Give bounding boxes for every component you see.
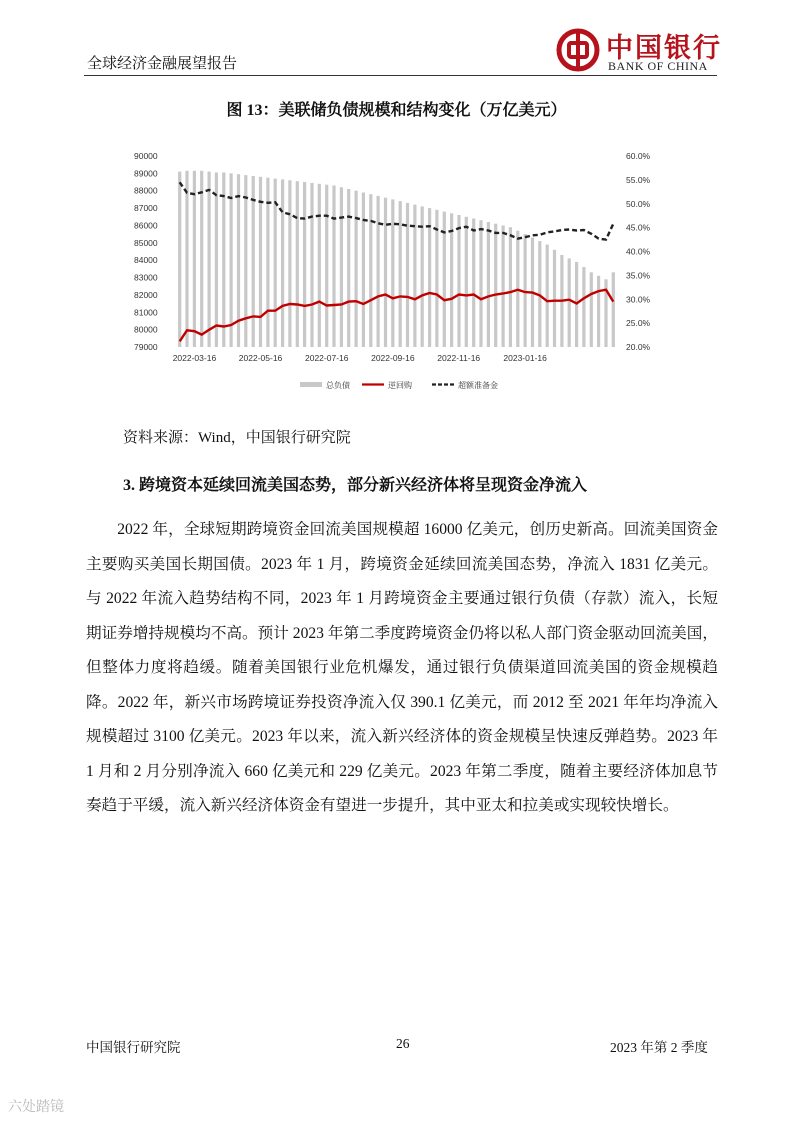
total-liabilities-bar: [553, 250, 556, 347]
total-liabilities-bar: [509, 227, 512, 347]
x-tick-label: 2022-03-16: [172, 353, 217, 363]
y-left-tick-label: 90000: [134, 151, 158, 161]
y-left-tick-label: 85000: [134, 237, 158, 248]
total-liabilities-bar: [502, 226, 505, 348]
total-liabilities-bar: [494, 224, 497, 347]
total-liabilities-bar: [479, 220, 482, 347]
total-liabilities-bar: [185, 171, 188, 347]
page-number: 26: [396, 1036, 410, 1051]
y-left-tick-label: 80000: [134, 324, 158, 335]
total-liabilities-bar: [281, 179, 284, 347]
y-left-tick-label: 82000: [134, 289, 158, 300]
y-right-tick-label: 55.0%: [626, 174, 651, 185]
y-left-tick-label: 86000: [134, 220, 158, 231]
y-right-tick-label: 45.0%: [626, 222, 651, 233]
total-liabilities-bar: [597, 276, 600, 347]
fed-liabilities-chart: [130, 142, 680, 402]
footer-institution: 中国银行研究院: [86, 1040, 181, 1055]
y-left-tick-label: 87000: [134, 203, 158, 214]
total-liabilities-bar: [296, 181, 299, 347]
total-liabilities-bar: [355, 191, 358, 347]
header-rule: [84, 75, 717, 76]
total-liabilities-bar: [178, 172, 181, 347]
x-tick-label: 2022-11-16: [437, 353, 481, 363]
x-tick-label: 2022-05-16: [238, 353, 283, 363]
total-liabilities-bar: [244, 175, 247, 347]
total-liabilities-bar: [318, 184, 321, 347]
total-liabilities-bar: [472, 219, 475, 348]
watermark-text: 六处踏镜: [8, 1098, 64, 1114]
total-liabilities-bar: [391, 199, 394, 347]
bank-logo-icon: [556, 28, 600, 72]
y-right-tick-label: 25.0%: [626, 318, 651, 329]
total-liabilities-bar: [200, 171, 203, 347]
legend-swatch-bar: [300, 382, 322, 387]
legend-label: 总负债: [326, 381, 350, 390]
y-right-tick-label: 20.0%: [626, 342, 651, 352]
y-left-tick-label: 83000: [134, 272, 158, 283]
total-liabilities-bar: [450, 213, 453, 347]
total-liabilities-bar: [193, 171, 196, 347]
total-liabilities-bar: [568, 258, 571, 347]
y-right-tick-label: 60.0%: [626, 151, 651, 161]
y-left-tick-label: 81000: [134, 307, 158, 318]
y-right-tick-label: 35.0%: [626, 270, 651, 281]
figure-title: 图 13：美联储负债规模和结构变化（万亿美元）: [226, 102, 567, 119]
x-tick-label: 2022-07-16: [305, 353, 349, 363]
total-liabilities-bar: [303, 182, 306, 347]
total-liabilities-bar: [325, 185, 328, 347]
total-liabilities-bar: [384, 198, 387, 347]
legend-label: 超额准备金: [458, 381, 498, 390]
total-liabilities-bar: [230, 173, 233, 347]
logo-text-en: BANK OF CHINA: [608, 59, 708, 73]
body-text: [86, 513, 718, 824]
total-liabilities-bar: [590, 272, 593, 347]
total-liabilities-bar: [546, 245, 549, 347]
total-liabilities-bar: [208, 172, 211, 347]
y-right-tick-label: 50.0%: [626, 198, 651, 209]
y-left-tick-label: 84000: [134, 255, 158, 266]
total-liabilities-bar: [332, 186, 335, 348]
total-liabilities-bar: [399, 201, 402, 347]
logo-text-cn: 中国银行: [606, 33, 722, 63]
total-liabilities-bar: [310, 183, 313, 347]
total-liabilities-bar: [347, 189, 350, 347]
total-liabilities-bar: [612, 272, 615, 347]
section-heading: 3. 跨境资本延续回流美国态势，部分新兴经济体将呈现资金净流入: [123, 477, 588, 494]
total-liabilities-bar: [428, 208, 431, 347]
y-right-tick-label: 30.0%: [626, 294, 651, 305]
total-liabilities-bar: [487, 222, 490, 347]
y-left-tick-label: 89000: [134, 168, 158, 179]
total-liabilities-bar: [369, 194, 372, 347]
total-liabilities-bar: [215, 173, 218, 348]
figure-source: 资料来源：Wind，中国银行研究院: [123, 430, 351, 446]
x-tick-label: 2022-09-16: [371, 353, 415, 363]
y-left-tick-label: 88000: [134, 185, 158, 196]
total-liabilities-bar: [222, 173, 225, 348]
total-liabilities-bar: [252, 176, 255, 347]
total-liabilities-bar: [377, 196, 380, 347]
x-tick-label: 2023-01-16: [503, 353, 547, 363]
total-liabilities-bar: [288, 180, 291, 347]
total-liabilities-bar: [465, 217, 468, 347]
total-liabilities-bar: [340, 187, 343, 347]
y-right-tick-label: 40.0%: [626, 246, 651, 257]
page-header-title: 全球经济金融展望报告: [87, 56, 238, 72]
body-paragraph: 2022 年，全球短期跨境资金回流美国规模超 16000 亿美元，创历史新高。回流美国资金主要购买美国长期国债。2023 年 1 月，跨境资金延续回流美国态势，净流入 1831 亿美元。与 2022 年流入趋势结构不同，2023 年 1 月跨境资金主要通过银行负债（存款）流入，长短期证券增持规模均不高。预计 2023 年第二季度跨境资金仍将以私人部门资金驱动回流美国，但整体力度将趋缓。随着美国银行业危机爆发，通过银行负债渠道回流美国的资金规模趋降。2022 年，新兴市场跨境证券投资净流入仅 390.1 亿美元，而 2012 至 2021 年年均净流入规模超过 3100 亿美元。2023 年以来，流入新兴经济体的资金规模呈快速反弹趋势。2023 年 1 月和 2 月分别净流入 660 亿美元和 229 亿美元。2023 年第二季度，随着主要经济体加息节奏趋于平缓，流入新兴经济体资金有望进一步提升，其中亚太和拉美或实现较快增长。: [86, 521, 718, 814]
legend-label: 逆回购: [388, 381, 412, 390]
bank-of-china-logo: [556, 26, 722, 74]
footer-quarter: 2023 年第 2 季度: [610, 1040, 708, 1055]
total-liabilities-bar: [457, 215, 460, 347]
total-liabilities-bar: [582, 267, 585, 347]
y-left-tick-label: 79000: [134, 342, 158, 352]
total-liabilities-bar: [362, 193, 365, 348]
chart-container: [130, 142, 680, 402]
